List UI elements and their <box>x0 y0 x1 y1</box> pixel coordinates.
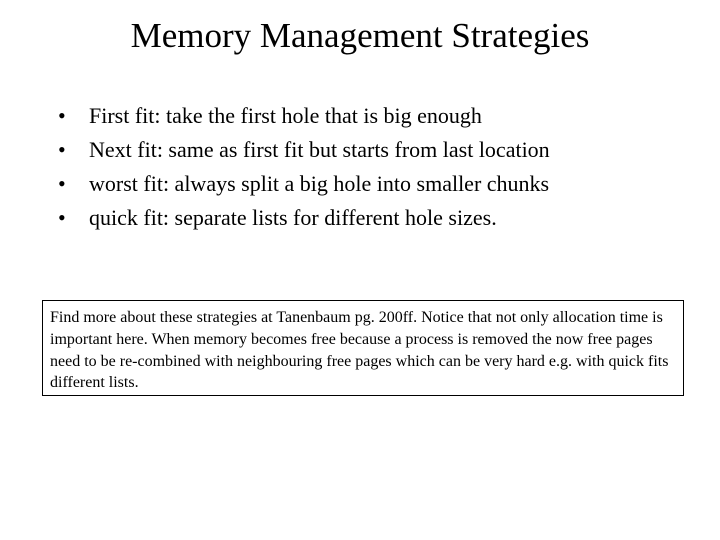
bullet-text: worst fit: always split a big hole into smaller chunks <box>89 171 550 196</box>
list-item <box>58 99 550 133</box>
bullet-icon: • <box>58 205 66 230</box>
bullet-icon: • <box>58 137 66 162</box>
bullet-icon: • <box>58 171 66 196</box>
list-item <box>58 167 550 201</box>
bullet-text: Next fit: same as first fit but starts from last location <box>89 137 550 162</box>
bullet-text: First fit: take the first hole that is big enough <box>89 103 482 128</box>
list-item <box>58 201 550 235</box>
slide-title: Memory Management Strategies <box>130 16 590 55</box>
bullet-list <box>58 99 550 235</box>
note-text: Find more about these strategies at Tanenbaum pg. 200ff. Notice that not only allocation time is important here. When memory becomes free because a process is removed the now free pages need to be re-combined with neighbouring free pages which can be very hard e.g. with quick fits different lists. <box>50 309 669 392</box>
note-box <box>42 300 684 396</box>
list-item <box>58 133 550 167</box>
bullet-icon: • <box>58 103 66 128</box>
bullet-text: quick fit: separate lists for different hole sizes. <box>89 205 497 230</box>
